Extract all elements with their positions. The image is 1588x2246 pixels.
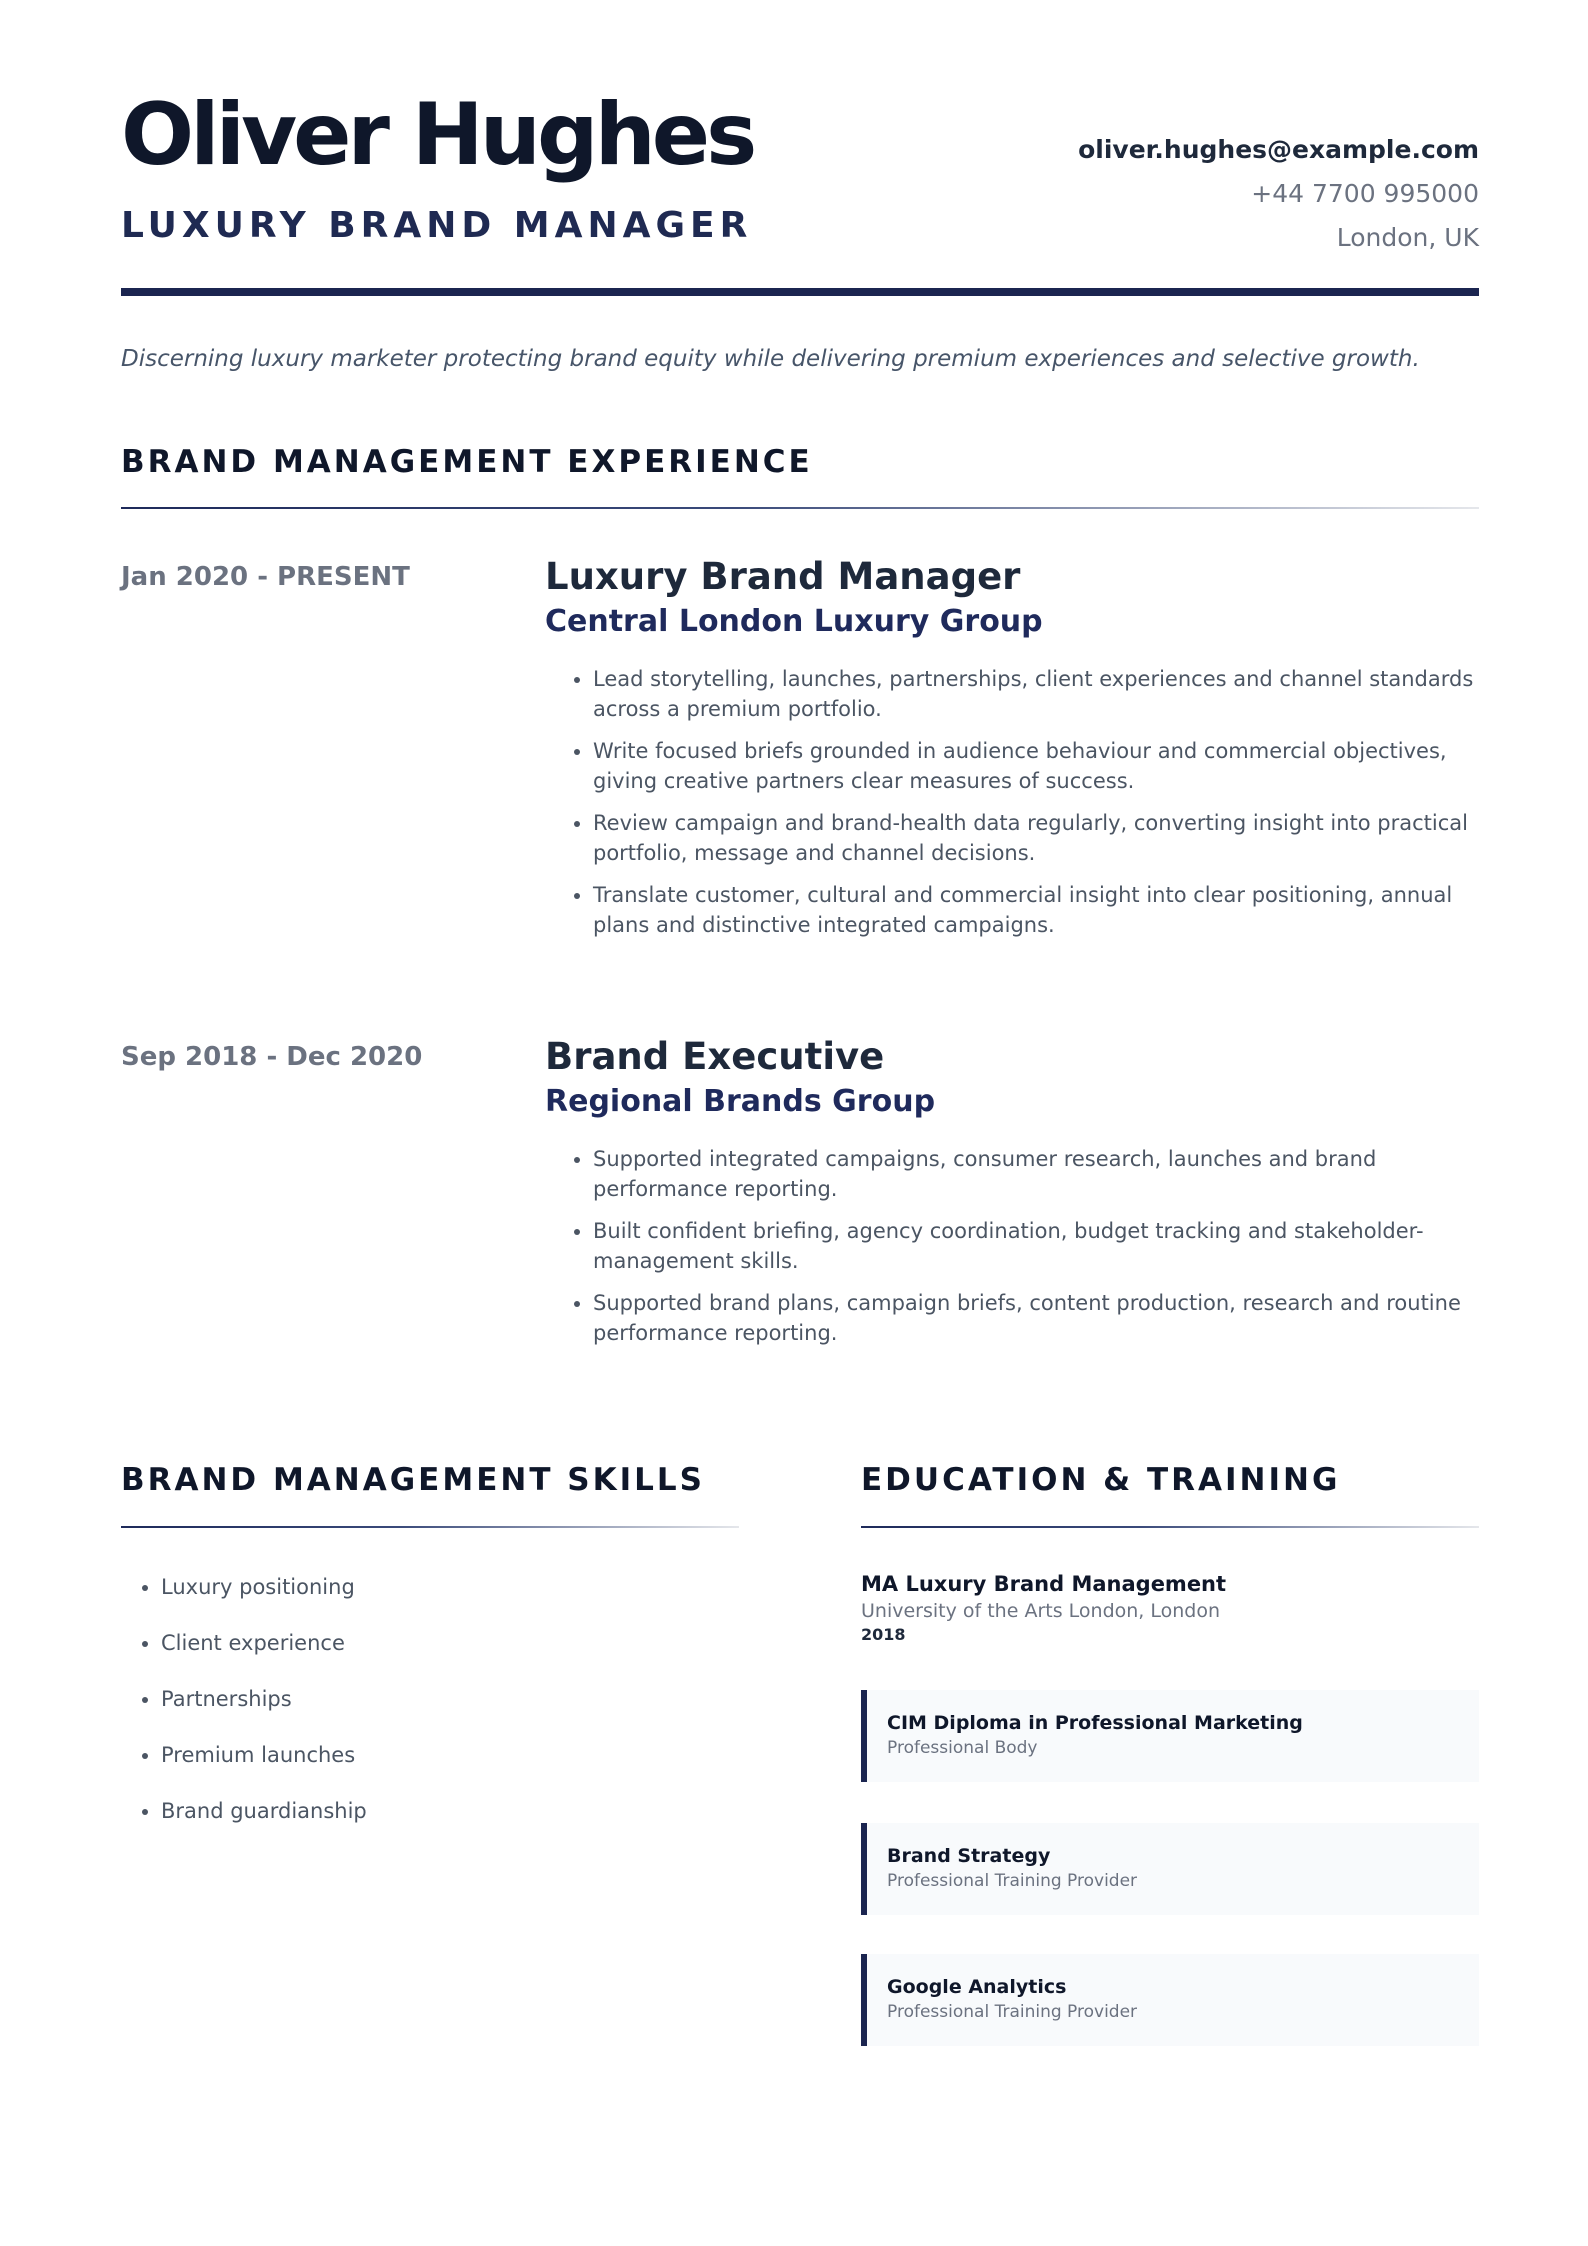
- job-dates: Jan 2020 - PRESENT: [121, 562, 410, 592]
- training-provider: Professional Body: [887, 1738, 1038, 1758]
- skill-item: • Brand guardianship: [161, 1796, 721, 1826]
- job-title: Luxury Brand Manager: [545, 555, 1021, 598]
- education-heading: EDUCATION & TRAINING: [861, 1462, 1341, 1498]
- degree-institution: University of the Arts London, London: [861, 1600, 1221, 1622]
- training-title: Brand Strategy: [887, 1845, 1051, 1867]
- job-bullet: • Review campaign and brand-health data regularly, converting insight into practical portfolio, message and channel decisions.: [593, 808, 1479, 868]
- training-card: [861, 1954, 1479, 2046]
- job-company: Regional Brands Group: [545, 1084, 936, 1119]
- training-provider: Professional Training Provider: [887, 2002, 1138, 2022]
- contact-email[interactable]: oliver.hughes@example.com: [1078, 135, 1479, 164]
- contact-phone: +44 7700 995000: [1251, 179, 1479, 208]
- skills-divider: [121, 1526, 739, 1528]
- job-bullet: • Lead storytelling, launches, partnerships, client experiences and channel standards across a premium portfolio.: [593, 664, 1479, 724]
- training-title: Google Analytics: [887, 1976, 1067, 1998]
- contact-location: London, UK: [1336, 223, 1479, 252]
- training-card: [861, 1823, 1479, 1915]
- job-bullets: [545, 664, 1479, 940]
- skill-item: • Client experience: [161, 1628, 721, 1658]
- job-bullets: [545, 1144, 1479, 1348]
- job-title: Brand Executive: [545, 1035, 885, 1078]
- job-details: [545, 1034, 1479, 1360]
- job-company: Central London Luxury Group: [545, 604, 1043, 639]
- training-provider: Professional Training Provider: [887, 1871, 1138, 1891]
- job-bullet: • Translate customer, cultural and commercial insight into clear positioning, annual plans and distinctive integrated campaigns.: [593, 880, 1479, 940]
- degree-title: MA Luxury Brand Management: [861, 1572, 1227, 1596]
- training-card: [861, 1690, 1479, 1782]
- resume-page: [121, 0, 1479, 2246]
- job-bullet: • Supported brand plans, campaign briefs, content production, research and routine performance reporting.: [593, 1288, 1479, 1348]
- skill-item: • Premium launches: [161, 1740, 721, 1770]
- education-divider: [861, 1526, 1479, 1528]
- job-bullet: • Write focused briefs grounded in audience behaviour and commercial objectives, giving creative partners clear measures of success.: [593, 736, 1479, 796]
- job-details: [545, 554, 1479, 952]
- job-dates: Sep 2018 - Dec 2020: [121, 1042, 423, 1072]
- job-bullet: • Supported integrated campaigns, consumer research, launches and brand performance reporting.: [593, 1144, 1479, 1204]
- profile-summary: Discerning luxury marketer protecting brand equity while delivering premium experiences and selective growth.: [121, 346, 1420, 372]
- degree-entry: [861, 1570, 1479, 1646]
- candidate-role: LUXURY BRAND MANAGER: [121, 205, 753, 246]
- contact-block: [1078, 132, 1479, 264]
- candidate-name: Oliver Hughes: [121, 85, 754, 185]
- experience-divider: [121, 507, 1479, 509]
- skills-list: [121, 1572, 721, 1852]
- skill-item: • Luxury positioning: [161, 1572, 721, 1602]
- experience-heading: BRAND MANAGEMENT EXPERIENCE: [121, 444, 813, 480]
- skill-item: • Partnerships: [161, 1684, 721, 1714]
- skills-heading: BRAND MANAGEMENT SKILLS: [121, 1462, 705, 1498]
- job-bullet: • Built confident briefing, agency coordination, budget tracking and stakeholder-management skills.: [593, 1216, 1479, 1276]
- header-divider: [121, 288, 1479, 296]
- degree-year: 2018: [861, 1625, 906, 1644]
- training-title: CIM Diploma in Professional Marketing: [887, 1712, 1303, 1734]
